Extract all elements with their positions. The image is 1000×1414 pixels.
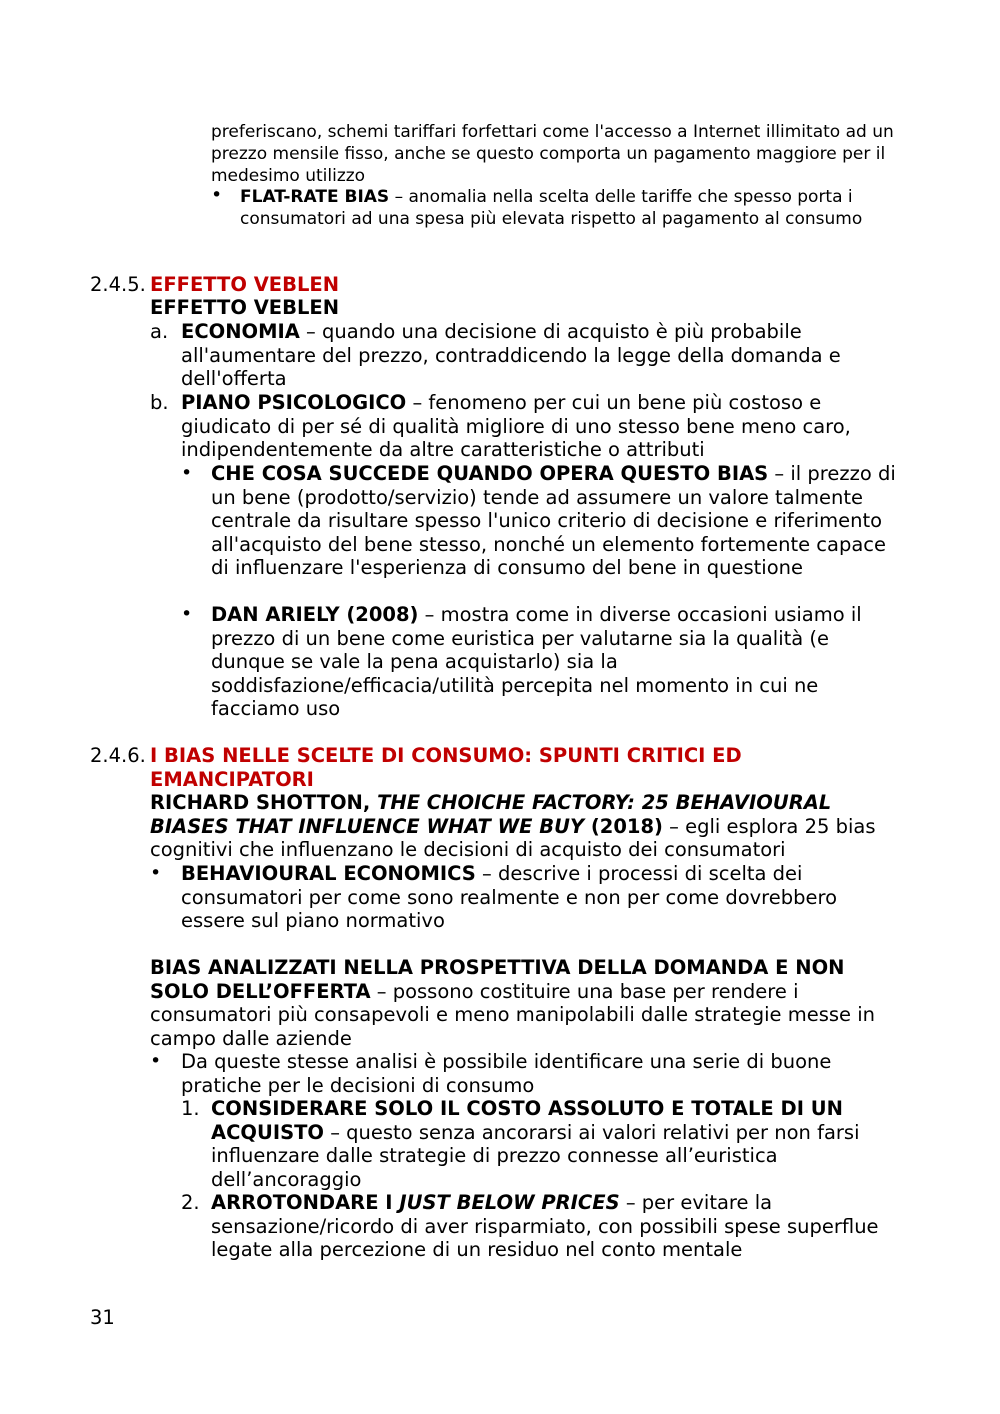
bullet-buone-pratiche: Da queste stesse analisi è possibile identificare una serie di buone pratiche per le decisioni di consumo xyxy=(181,1050,832,1097)
item-economia: ECONOMIA – quando una decisione di acquisto è più probabile all'aumentare del prezzo, contraddicendo la legge della domanda e dell'offerta xyxy=(181,320,841,390)
book-title: THE CHOICHE FACTORY: 25 BEHAVIOURAL BIASES THAT INFLUENCE WHAT WE BUY xyxy=(150,791,832,838)
bullet-marker: • xyxy=(181,462,193,484)
page-number: 31 xyxy=(90,1306,115,1329)
flat-rate-term: FLAT-RATE BIAS xyxy=(240,187,390,207)
item-piano-psicologico: PIANO PSICOLOGICO – fenomeno per cui un bene più costoso e giudicato di per sé di qualità migliore di uno stesso bene meno caro, indipendentemente da altre caratteristiche o attributi xyxy=(181,391,851,461)
section-number-245: 2.4.5. xyxy=(90,273,146,296)
section-title-246: I BIAS NELLE SCELTE DI CONSUMO: SPUNTI CRITICI ED EMANCIPATORI xyxy=(150,744,742,791)
list-marker-1: 1. xyxy=(181,1097,200,1120)
bullet-che-cosa-succede: CHE COSA SUCCEDE QUANDO OPERA QUESTO BIAS – il prezzo di un bene (prodotto/servizio) tende ad assumere un valore talmente centrale da risultare spesso l'unico criterio di decisione e riferimento all'acquisto del bene stesso, nonché un elemento fortemente capace di influenzare l'esperienza di consumo del bene in questione xyxy=(211,462,896,579)
bullet-marker: • xyxy=(150,862,162,884)
list-marker-b: b. xyxy=(150,391,169,414)
shotton-paragraph: RICHARD SHOTTON, THE CHOICHE FACTORY: 25 BEHAVIOURAL BIASES THAT INFLUENCE WHAT WE BUY (2018) – egli esplora 25 bias cognitivi che influenzano le decisioni di acquisto dei consumatori xyxy=(150,791,876,861)
intro-paragraph: preferiscano, schemi tariffari forfettari come l'accesso a Internet illimitato ad un prezzo mensile fisso, anche se questo comporta un pagamento maggiore per il medesimo utilizzo xyxy=(211,122,894,186)
bias-analizzati-paragraph: BIAS ANALIZZATI NELLA PROSPETTIVA DELLA DOMANDA E NON SOLO DELL’OFFERTA – possono costituire una base per rendere i consumatori più consapevoli e meno manipolabili dalle strategie messe in campo dalle aziende xyxy=(150,956,875,1050)
flat-rate-bullet-text: FLAT-RATE BIAS – anomalia nella scelta delle tariffe che spesso porta i consumatori ad una spesa più elevata rispetto al pagamento al consumo xyxy=(240,187,863,229)
bullet-marker: • xyxy=(150,1050,162,1072)
bullet-behavioural-economics: BEHAVIOURAL ECONOMICS – descrive i processi di scelta dei consumatori per come sono realmente e non per come dovrebbero essere sul piano normativo xyxy=(181,862,838,932)
section-number-246: 2.4.6. xyxy=(90,744,146,767)
list-marker-2: 2. xyxy=(181,1191,200,1214)
section-subtitle-245: EFFETTO VEBLEN xyxy=(150,296,340,319)
list-marker-a: a. xyxy=(150,320,169,343)
bullet-dan-ariely: DAN ARIELY (2008) – mostra come in diverse occasioni usiamo il prezzo di un bene come euristica per valutarne sia la qualità (e dunque se vale la pena acquistarlo) sia la soddisfazione/efficacia/utilità percepita nel momento in cui ne facciamo uso xyxy=(211,603,862,720)
item-costo-assoluto: CONSIDERARE SOLO IL COSTO ASSOLUTO E TOTALE DI UN ACQUISTO – questo senza ancorarsi ai valori relativi per non farsi influenzare dalle strategie di prezzo connesse all’euristica dell’ancoraggio xyxy=(211,1097,860,1191)
bullet-marker: • xyxy=(181,603,193,625)
bullet-marker: • xyxy=(211,184,223,206)
item-arrotondare: ARROTONDARE I JUST BELOW PRICES – per evitare la sensazione/ricordo di aver risparmiato, con possibili spese superflue legate alla percezione di un residuo nel conto mentale xyxy=(211,1191,879,1261)
section-title-245: EFFETTO VEBLEN xyxy=(150,273,340,296)
